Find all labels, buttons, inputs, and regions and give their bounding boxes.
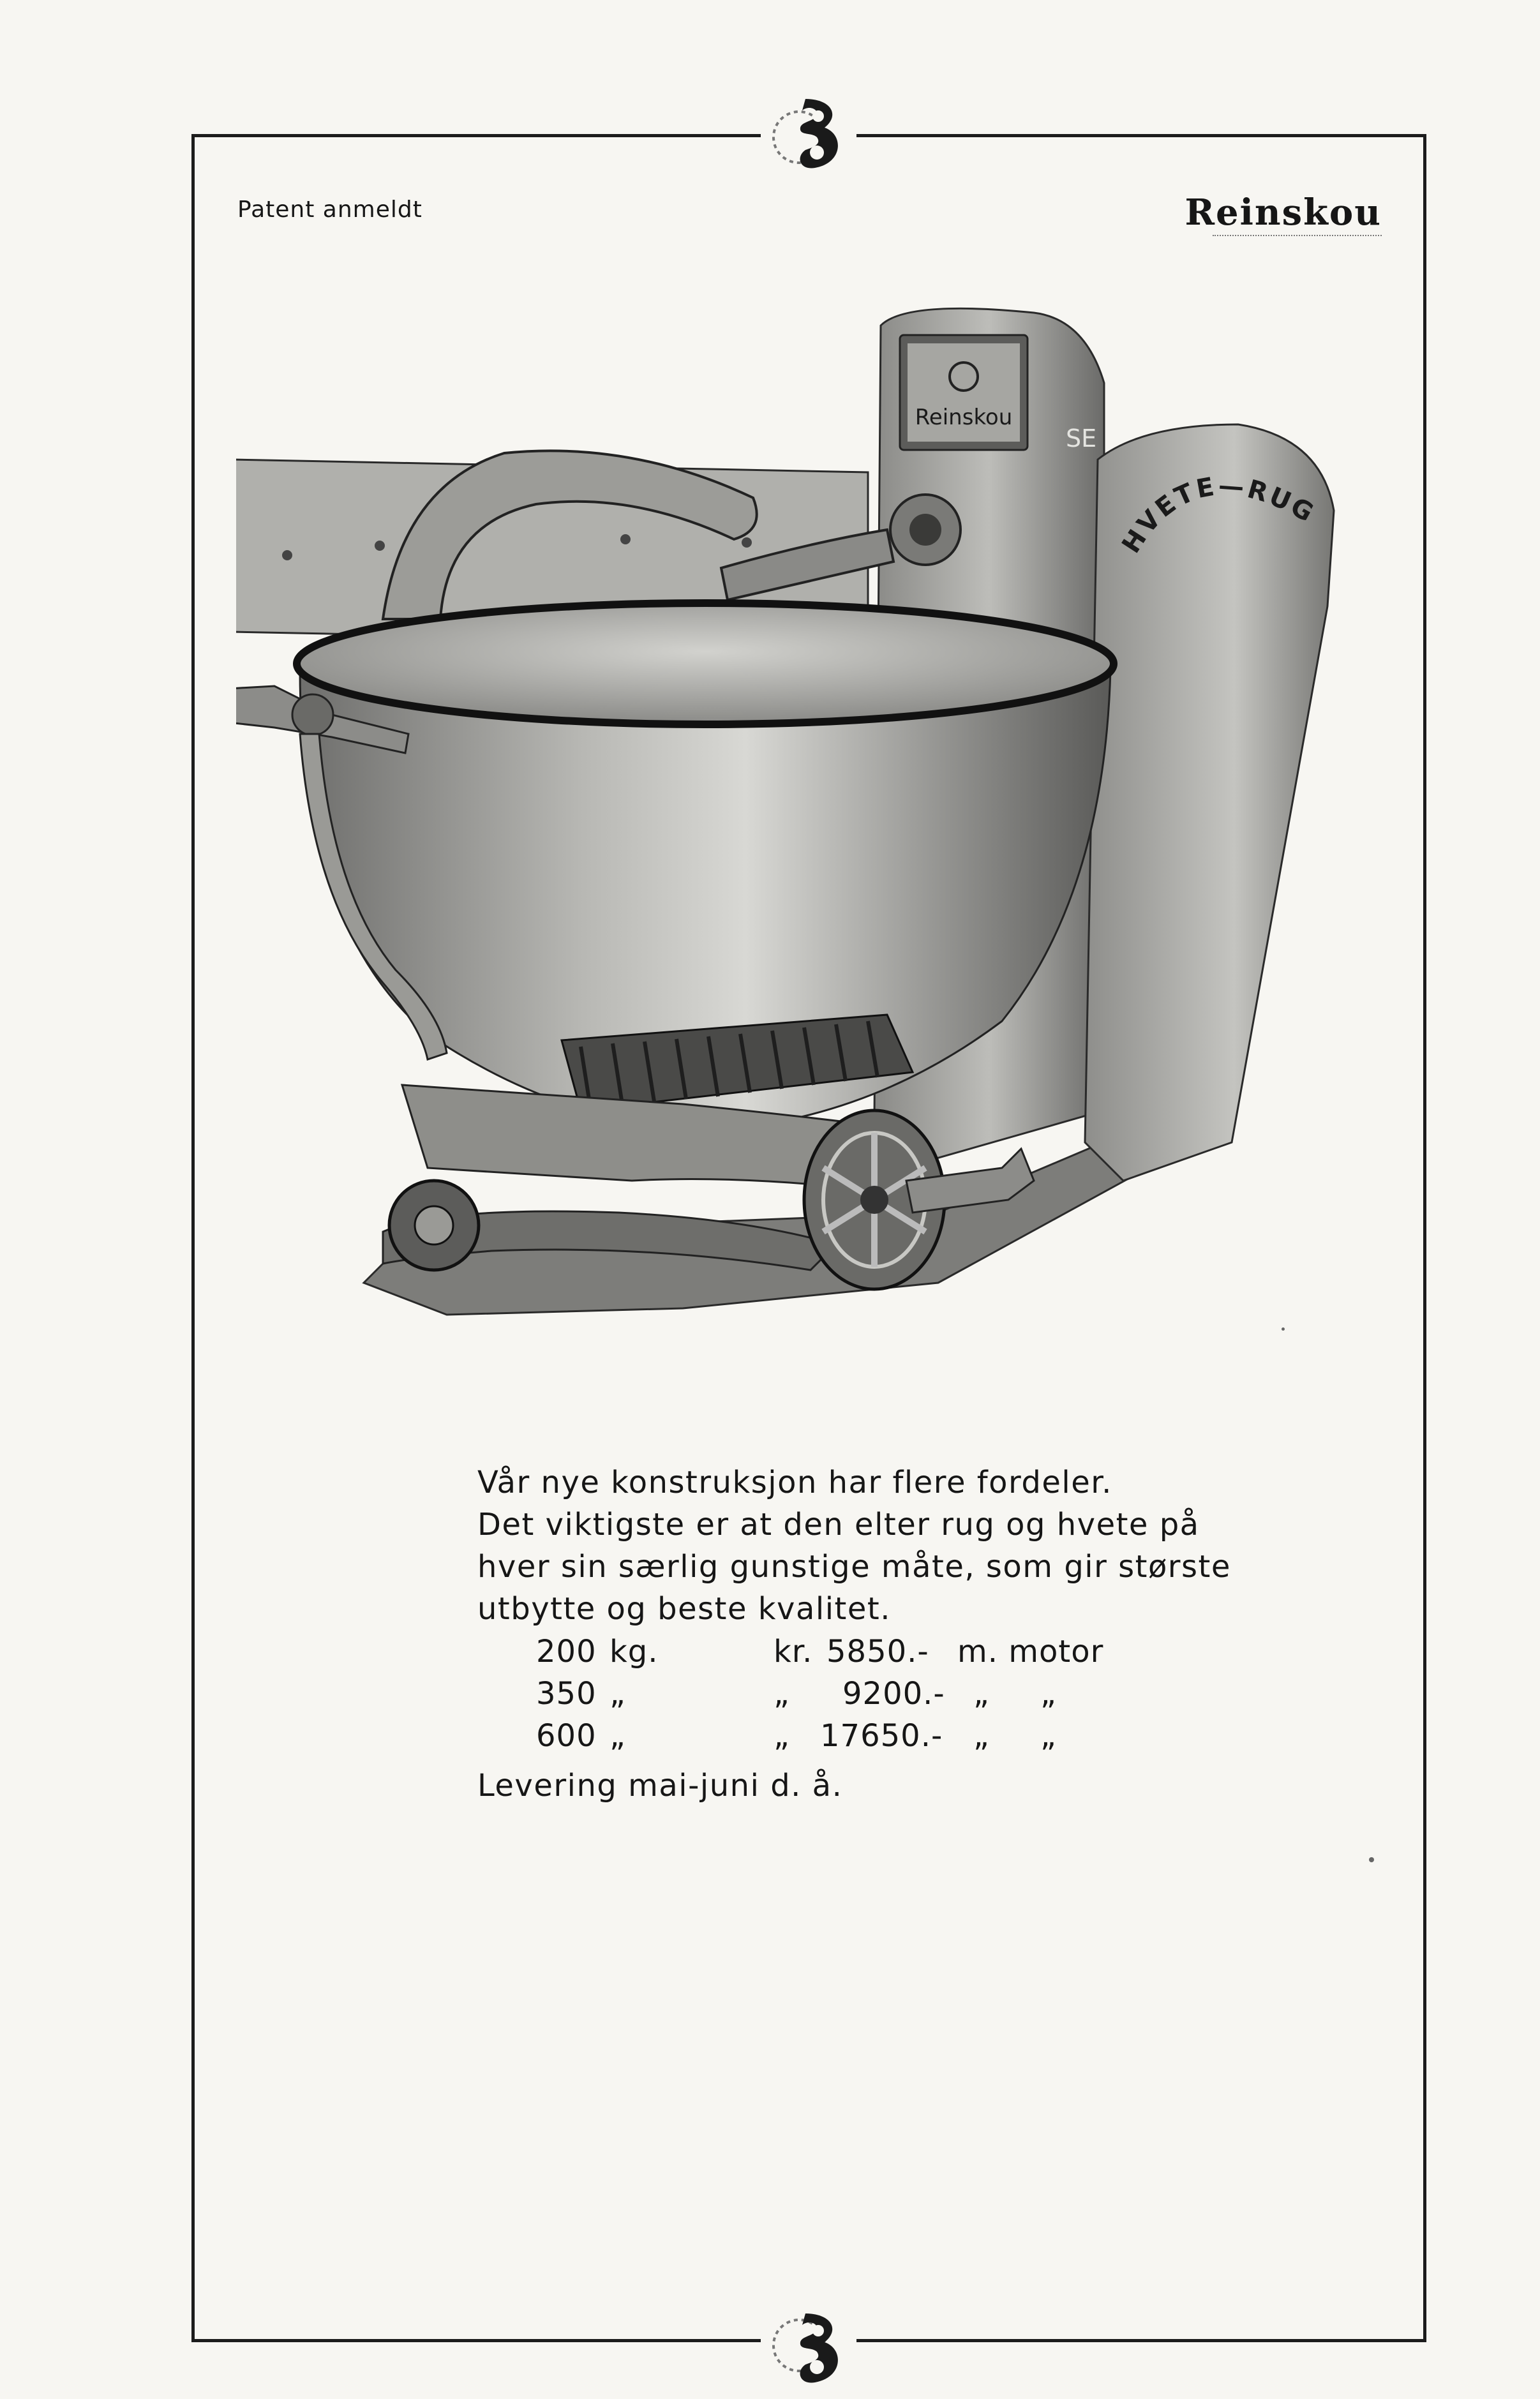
price-currency: „ — [774, 1718, 790, 1754]
price-currency: „ — [774, 1676, 790, 1712]
price-note-a: m. motor — [957, 1634, 1104, 1670]
price-note-b: „ — [1040, 1718, 1057, 1754]
price-row — [536, 1715, 1110, 1757]
price-unit: „ — [609, 1718, 626, 1754]
description-line-3: hver sin særlig gunstige måte, som gir største — [477, 1549, 1231, 1585]
price-capacity: 600 — [536, 1718, 597, 1754]
price-table — [536, 1631, 1110, 1757]
description-text — [477, 1461, 1231, 1630]
description-line-4: utbytte og beste kvalitet. — [477, 1591, 891, 1627]
dough-mixer-illustration — [236, 287, 1353, 1359]
patent-note: Patent anmeldt — [237, 197, 422, 223]
price-unit: kg. — [609, 1634, 659, 1670]
price-capacity: 350 — [536, 1676, 597, 1712]
description-line-2: Det viktigste er at den elter rug og hvete på — [477, 1507, 1200, 1543]
price-amount: 5850.- — [826, 1634, 929, 1670]
brand-logo: Reinskou — [1185, 191, 1382, 234]
price-capacity: 200 — [536, 1634, 597, 1670]
nameplate-brand: Reinskou — [915, 405, 1013, 430]
price-note-a: „ — [973, 1676, 990, 1712]
print-speck — [1282, 1327, 1285, 1331]
motor-mark: SE — [1066, 424, 1097, 452]
print-speck — [1369, 1857, 1374, 1862]
description-line-1: Vår nye konstruksjon har flere fordeler. — [477, 1465, 1112, 1500]
price-amount: 9200.- — [842, 1676, 945, 1712]
price-currency: kr. — [774, 1634, 813, 1670]
gear-ornament-icon — [761, 2301, 856, 2396]
price-unit: „ — [609, 1676, 626, 1712]
brand-subline — [1213, 235, 1382, 243]
price-note-b: „ — [1040, 1676, 1057, 1712]
gear-ornament-icon — [761, 86, 856, 182]
price-row — [536, 1631, 1110, 1673]
delivery-note: Levering mai-juni d. å. — [477, 1768, 843, 1804]
price-amount: 17650.- — [820, 1718, 943, 1754]
belt-guard-label: HVETE—RUG — [1116, 471, 1320, 559]
price-note-a: „ — [973, 1718, 990, 1754]
price-row — [536, 1673, 1110, 1715]
